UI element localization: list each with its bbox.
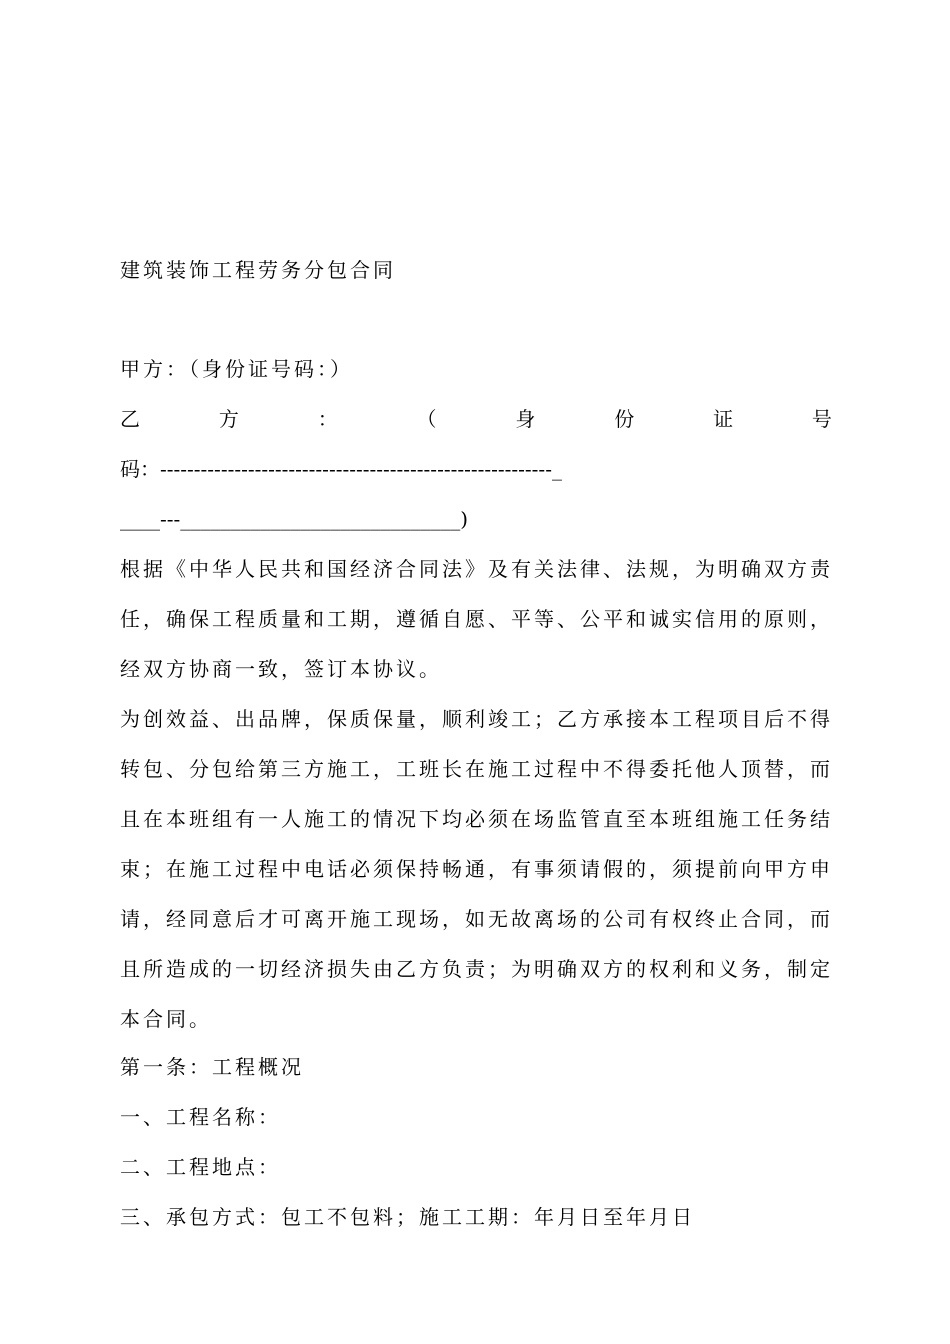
party-b-char: ： (317, 407, 338, 431)
paragraph-line: 为创效益、出品牌，保质保量，顺利竣工；乙方承接本工程项目后不得 (120, 707, 833, 731)
document-title: 建筑装饰工程劳务分包合同 (120, 258, 396, 282)
project-name-item: 一、工程名称： (120, 1105, 281, 1129)
paragraph-line: 本合同。 (120, 1007, 212, 1031)
party-b-char: 方 (218, 407, 239, 431)
party-b-id-continuation: ____---____________________________) (120, 507, 469, 531)
paragraph-line: 任，确保工程质量和工期，遵循自愿、平等、公平和诚实信用的原则， (120, 607, 833, 631)
party-b-line (120, 405, 832, 433)
paragraph-line: 转包、分包给第三方施工，工班长在施工过程中不得委托他人顶替，而 (120, 757, 833, 781)
party-a-line: 甲方：（身份证号码：） (120, 357, 353, 381)
party-b-char: 份 (614, 407, 635, 431)
party-b-char: 乙 (120, 407, 140, 431)
party-b-char: （ (416, 407, 437, 431)
project-location-item: 二、工程地点： (120, 1155, 281, 1179)
paragraph-line: 根据《中华人民共和国经济合同法》及有关法律、法规，为明确双方责 (120, 557, 833, 581)
paragraph-line: 且在本班组有一人施工的情况下均必须在场监管直至本班组施工任务结 (120, 807, 833, 831)
contract-method-item: 三、承包方式：包工不包料；施工工期：年月日至年月日 (120, 1205, 695, 1229)
paragraph-line: 请，经同意后才可离开施工现场，如无故离场的公司有权终止合同，而 (120, 907, 833, 931)
party-b-char: 身 (515, 407, 536, 431)
party-b-char: 号 (811, 407, 832, 431)
paragraph-line: 束；在施工过程中电话必须保持畅通，有事须请假的，须提前向甲方申 (120, 857, 833, 881)
paragraph-line: 且所造成的一切经济损失由乙方负责；为明确双方的权利和义务，制定 (120, 957, 833, 981)
article-heading: 第一条：工程概况 (120, 1055, 304, 1079)
party-b-char: 证 (713, 407, 734, 431)
paragraph-line: 经双方协商一致，签订本协议。 (120, 657, 442, 681)
party-b-id-line: 码：----------------------------------------------------------_ (120, 457, 562, 481)
